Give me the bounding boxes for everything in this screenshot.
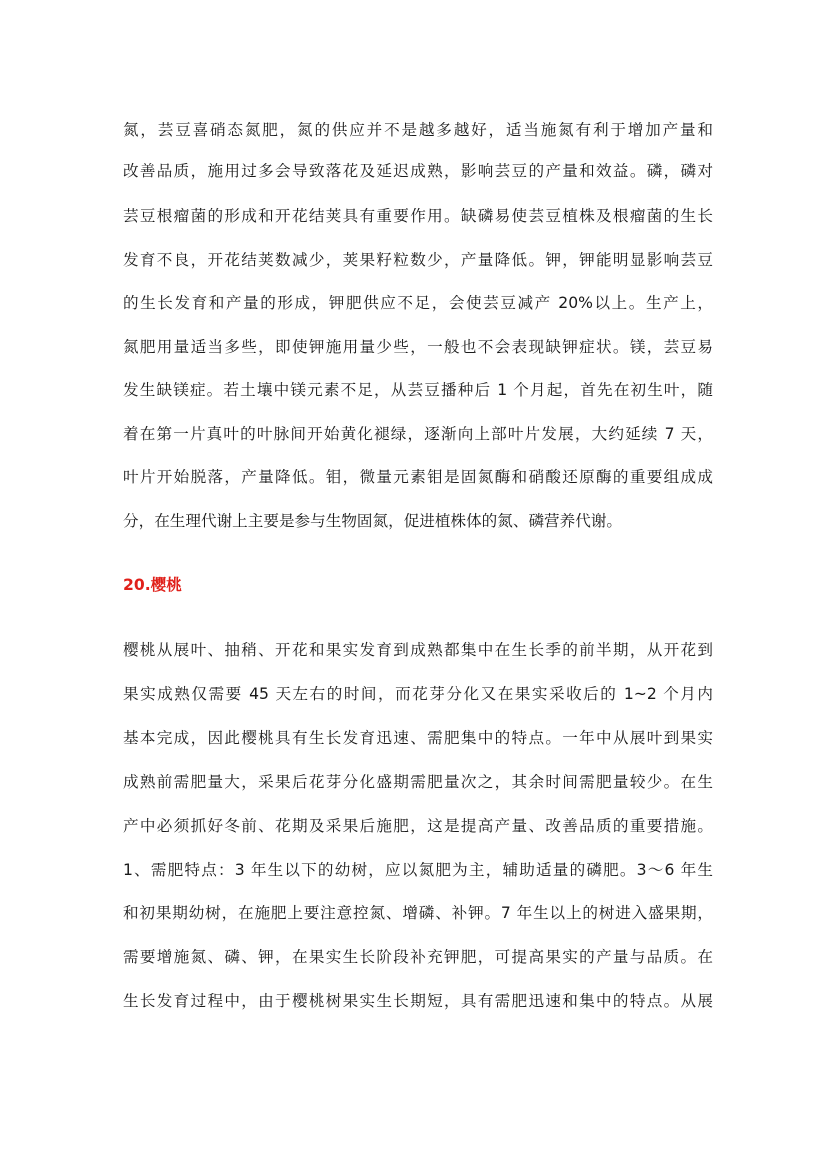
section-heading: 20.樱桃 [123, 576, 182, 594]
text-line: 氮，芸豆喜硝态氮肥，氮的供应并不是越多越好，适当施氮有利于增加产量和 [123, 121, 713, 139]
text-line: 樱桃从展叶、抽稍、开花和果实发育到成熟都集中在生长季的前半期，从开花到 [123, 641, 713, 659]
text-line: 发生缺镁症。若土壤中镁元素不足，从芸豆播种后 1 个月起，首先在初生叶，随 [123, 381, 713, 399]
text-line: 成熟前需肥量大，采果后花芽分化盛期需肥量次之，其余时间需肥量较少。在生 [123, 773, 713, 791]
text-line: 产中必须抓好冬前、花期及采果后施肥，这是提高产量、改善品质的重要措施。 [123, 817, 713, 835]
text-line: 果实成熟仅需要 45 天左右的时间，而花芽分化又在果实采收后的 1~2 个月内 [123, 685, 713, 703]
text-line: 氮肥用量适当多些，即使钾施用量少些，一般也不会表现缺钾症状。镁，芸豆易 [123, 338, 713, 356]
text-line: 芸豆根瘤菌的形成和开花结荚具有重要作用。缺磷易使芸豆植株及根瘤菌的生长 [123, 207, 713, 225]
text-line: 着在第一片真叶的叶脉间开始黄化褪绿，逐渐向上部叶片发展，大约延续 7 天， [123, 425, 713, 443]
text-line: 1、需肥特点：3 年生以下的幼树，应以氮肥为主，辅助适量的磷肥。3～6 年生 [123, 861, 713, 879]
text-line: 发育不良，开花结荚数减少，荚果籽粒数少，产量降低。钾，钾能明显影响芸豆 [123, 251, 713, 269]
text-line: 叶片开始脱落，产量降低。钼，微量元素钼是固氮酶和硝酸还原酶的重要组成成 [123, 468, 713, 486]
text-line: 需要增施氮、磷、钾，在果实生长阶段补充钾肥，可提高果实的产量与品质。在 [123, 948, 713, 966]
text-line: 改善品质，施用过多会导致落花及延迟成熟，影响芸豆的产量和效益。磷，磷对 [123, 162, 713, 180]
text-line: 的生长发育和产量的形成，钾肥供应不足，会使芸豆减产 20%以上。生产上， [123, 294, 713, 312]
text-line: 分，在生理代谢上主要是参与生物固氮，促进植株体的氮、磷营养代谢。 [123, 512, 623, 530]
text-line: 和初果期幼树，在施肥上要注意控氮、增磷、补钾。7 年生以上的树进入盛果期， [123, 904, 713, 922]
text-line: 生长发育过程中，由于樱桃树果实生长期短，具有需肥迅速和集中的特点。从展 [123, 992, 713, 1010]
text-line: 基本完成，因此樱桃具有生长发育迅速、需肥集中的特点。一年中从展叶到果实 [123, 729, 713, 747]
